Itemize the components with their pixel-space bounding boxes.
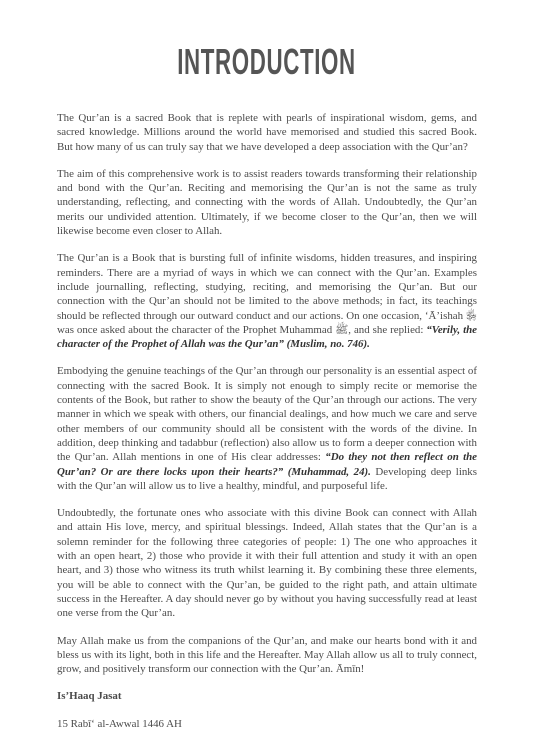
paragraph-4 — [57, 364, 477, 493]
paragraph-1: The Qur’an is a sacred Book that is replete with pearls of inspirational wisdom, gems, and sacred knowledge. Millions around the world have memorised and studied this sacred Book. But how many of us can truly say that we have developed a deep association with the Qur’an? — [57, 112, 477, 153]
date-line: 15 Rabī‘ al-Awwal 1446 AH — [57, 717, 182, 730]
paragraph-5: Undoubtedly, the fortunate ones who associate with this divine Book can connect with Allah and attain His love, mercy, and spiritual blessings. Indeed, Allah states that the Qur’an is a solemn reminder for the following three categories of people: 1) The one who approaches it with an open heart, 2) those who provide it with their full attention and study it with an open heart, and 3) those who witness its truth whilst learning it. By combining these three elements, you will be able to connect with the Qur’an, be guided to the right path, and attain ultimate success in the Hereafter. A day should never go by without you having successfully read at least one verse from the Qur’an. — [57, 507, 477, 620]
paragraph-6: May Allah make us from the companions of the Qur’an, and make our hearts bond with it and bless us with its light, both in this life and the Hereafter. May Allah allow us all to truly connect, grow, and positively transform our connection with the Qur’an. Āmīn! — [57, 634, 477, 676]
author-signature: Is’Haaq Jasat — [57, 690, 122, 703]
paragraph-4-text: Embodying the genuine teachings of the Qur’an through our personality is an essential aspect of connecting with the sacred Book. It is simply not enough to simply recite or memorise the contents of the Book, but rather to show the beauty of the Qur’an through our actions. The very manner in which we speak with others, our financial dealings, and how much we care and serve other members of our community should all be consistent with the words of the divine. In addition, deep thinking and tadabbur (reflection) also allow us to form a deeper connection with the Qur’an. Allah mentions in one of His clear addresses: — [57, 365, 477, 464]
paragraph-4-text-continued: Developing deep links with the Qur’an will allow us to live a healthy, mindful, and purposeful life. — [57, 465, 477, 492]
paragraph-3-text: The Qur’an is a Book that is bursting full of infinite wisdoms, hidden treasures, and inspiring reminders. There are a myriad of ways in which we can connect with the Qur’an. Examples include journalling, reflecting, studying, reciting, and memorising the Qur’an. But our connection with the Qur’an should not be limited to the above methods; in fact, its teachings should be reflected through our outward conduct and our actions. On one occasion, ‘Ā’ishah ﵂ was once asked about the character of the Prophet Muhammad ﷺ, and she replied: — [57, 252, 477, 336]
document-body — [57, 111, 477, 731]
hadith-quote: “Verily, the character of the Prophet of Allah was the Qur’an” (Muslim, no. 746). — [57, 323, 477, 351]
paragraph-2: The aim of this comprehensive work is to assist readers towards transforming their relationship and bond with the Qur’an. Reciting and memorising the Qur’an is not the same as truly understanding, reflecting, and connecting with the words of Allah. Undoubtedly, the Qur’an merits our undivided attention. Ultimately, if we become closer to the Qur’an, then we will likewise become even closer to Allah. — [57, 167, 477, 238]
page-title: INTRODUCTION — [177, 41, 356, 82]
paragraph-3 — [57, 251, 477, 351]
quran-quote: “Do they not then reflect on the Qur’an? Or are there locks upon their hearts?” (Muhammad, 24). — [57, 451, 477, 478]
